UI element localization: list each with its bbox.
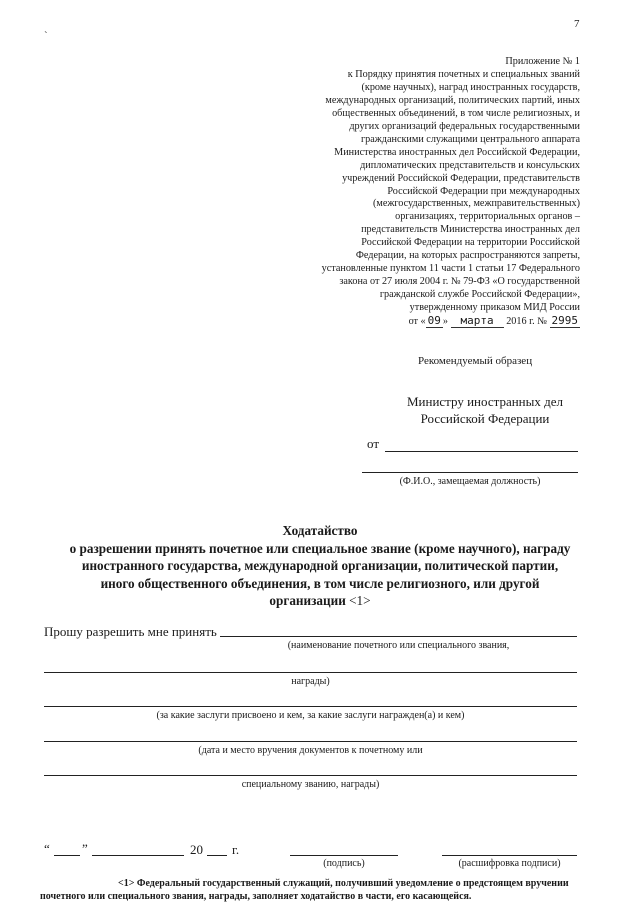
- title-line: иного общественного объединения, в том числе религиозного, или другой: [100, 575, 540, 591]
- request-caption-4: (дата и место вручения документов к почетному или: [198, 745, 423, 756]
- quote-open: “: [44, 841, 50, 856]
- request-caption-2: награды): [291, 676, 330, 687]
- month-field[interactable]: [92, 855, 184, 856]
- appendix-line: к Порядку принятия почетных и специальных званий: [347, 68, 580, 80]
- appendix-line: закона от 27 июля 2004 г. № 79-ФЗ «О государственной: [339, 276, 580, 288]
- appendix-line: учреждений Российской Федерации, представительств: [342, 172, 580, 184]
- year-suffix: г.: [232, 842, 240, 857]
- delivery-line-2[interactable]: [44, 775, 577, 776]
- date-prefix: от «: [408, 316, 426, 328]
- title-line: организации: [269, 593, 346, 608]
- appendix-line: утвержденному приказом МИД России: [409, 302, 580, 314]
- appendix-line: дипломатических представительств и консульских: [360, 159, 580, 171]
- request-caption-5: специальному званию, награды): [241, 779, 380, 790]
- date-month: марта: [451, 314, 504, 328]
- appendix-line: Российской Федерации на территории Российской: [361, 237, 580, 249]
- appendix-line: гражданской службе Российской Федерации»,: [379, 289, 580, 301]
- date-mid: »: [442, 316, 448, 328]
- award-name-line[interactable]: [220, 636, 577, 637]
- appendix-block: [280, 56, 580, 329]
- title-line: о разрешении принять почетное или специальное звание (кроме научного), награду: [69, 540, 571, 556]
- appendix-line: Приложение № 1: [505, 56, 580, 67]
- appendix-line: Министерства иностранных дел Российской Федерации,: [334, 146, 580, 158]
- merit-line[interactable]: [44, 706, 577, 707]
- quote-close: ”: [82, 841, 88, 856]
- signature-decode-field[interactable]: [442, 855, 577, 856]
- request-caption-1: (наименование почетного или специального звания,: [287, 640, 510, 651]
- award-name-line-2[interactable]: [44, 672, 577, 673]
- from-name-line[interactable]: [385, 451, 578, 452]
- appendix-line: (межгосударственных, межправительственных): [372, 198, 580, 210]
- appendix-line: организациях, территориальных органов –: [395, 211, 580, 223]
- request-label: Прошу разрешить мне принять: [44, 624, 217, 639]
- year-field[interactable]: [207, 855, 227, 856]
- appendix-line: международных организаций, политических партий, иных: [325, 94, 580, 106]
- signature-caption: (подпись): [323, 858, 365, 869]
- appendix-line: представительств Министерства иностранных дел: [361, 224, 580, 236]
- from-position-line[interactable]: [362, 472, 578, 473]
- day-field[interactable]: [54, 855, 80, 856]
- recommended-sample: Рекомендуемый образец: [418, 355, 533, 367]
- appendix-line: установленные пунктом 11 части 1 статьи 17 Федерального: [321, 263, 580, 275]
- date-day: 09: [427, 314, 441, 328]
- from-label: от: [367, 436, 380, 451]
- appendix-line: общественных объединений, в том числе религиозных, и: [332, 107, 580, 119]
- addressee-line: Министру иностранных дел: [406, 394, 563, 409]
- corner-mark: `: [44, 30, 48, 42]
- delivery-line[interactable]: [44, 741, 577, 742]
- addressee-line: Российской Федерации: [420, 411, 550, 426]
- appendix-line: других организаций федеральных государственными: [349, 120, 580, 132]
- appendix-line: (кроме научных), наград иностранных государств,: [361, 81, 580, 93]
- title-line: Ходатайство: [282, 523, 358, 538]
- petition-title: [30, 522, 610, 610]
- request-caption-3: (за какие заслуги присвоено и кем, за какие заслуги награжден(а) и кем): [156, 710, 465, 721]
- appendix-line: Российской Федерации при международных: [387, 185, 580, 197]
- year-prefix: 20: [190, 842, 203, 857]
- order-number: 2995: [551, 314, 578, 328]
- signature-field[interactable]: [290, 855, 398, 856]
- page-number: 7: [574, 18, 580, 30]
- title-line: иностранного государства, международной организации, политической партии,: [81, 558, 559, 573]
- title-line-last: [30, 592, 610, 610]
- footnote-ref: <1>: [349, 593, 371, 608]
- signature-decode-caption: (расшифровка подписи): [458, 858, 561, 869]
- addressee-block: [380, 393, 590, 427]
- appendix-line: Федерации, на которых распространяются запреты,: [355, 250, 580, 262]
- from-caption: (Ф.И.О., замещаемая должность): [399, 476, 541, 487]
- footnote: <1> Федеральный государственный служащий, получивший уведомление о предстоящем вручении почетного или специального звания, награды, заполняет ходатайство в части, его касающейся.: [40, 878, 569, 902]
- appendix-line: гражданскими служащими центрального аппарата: [360, 133, 580, 145]
- appendix-date-line: [280, 315, 580, 329]
- date-year: 2016 г. №: [506, 316, 547, 328]
